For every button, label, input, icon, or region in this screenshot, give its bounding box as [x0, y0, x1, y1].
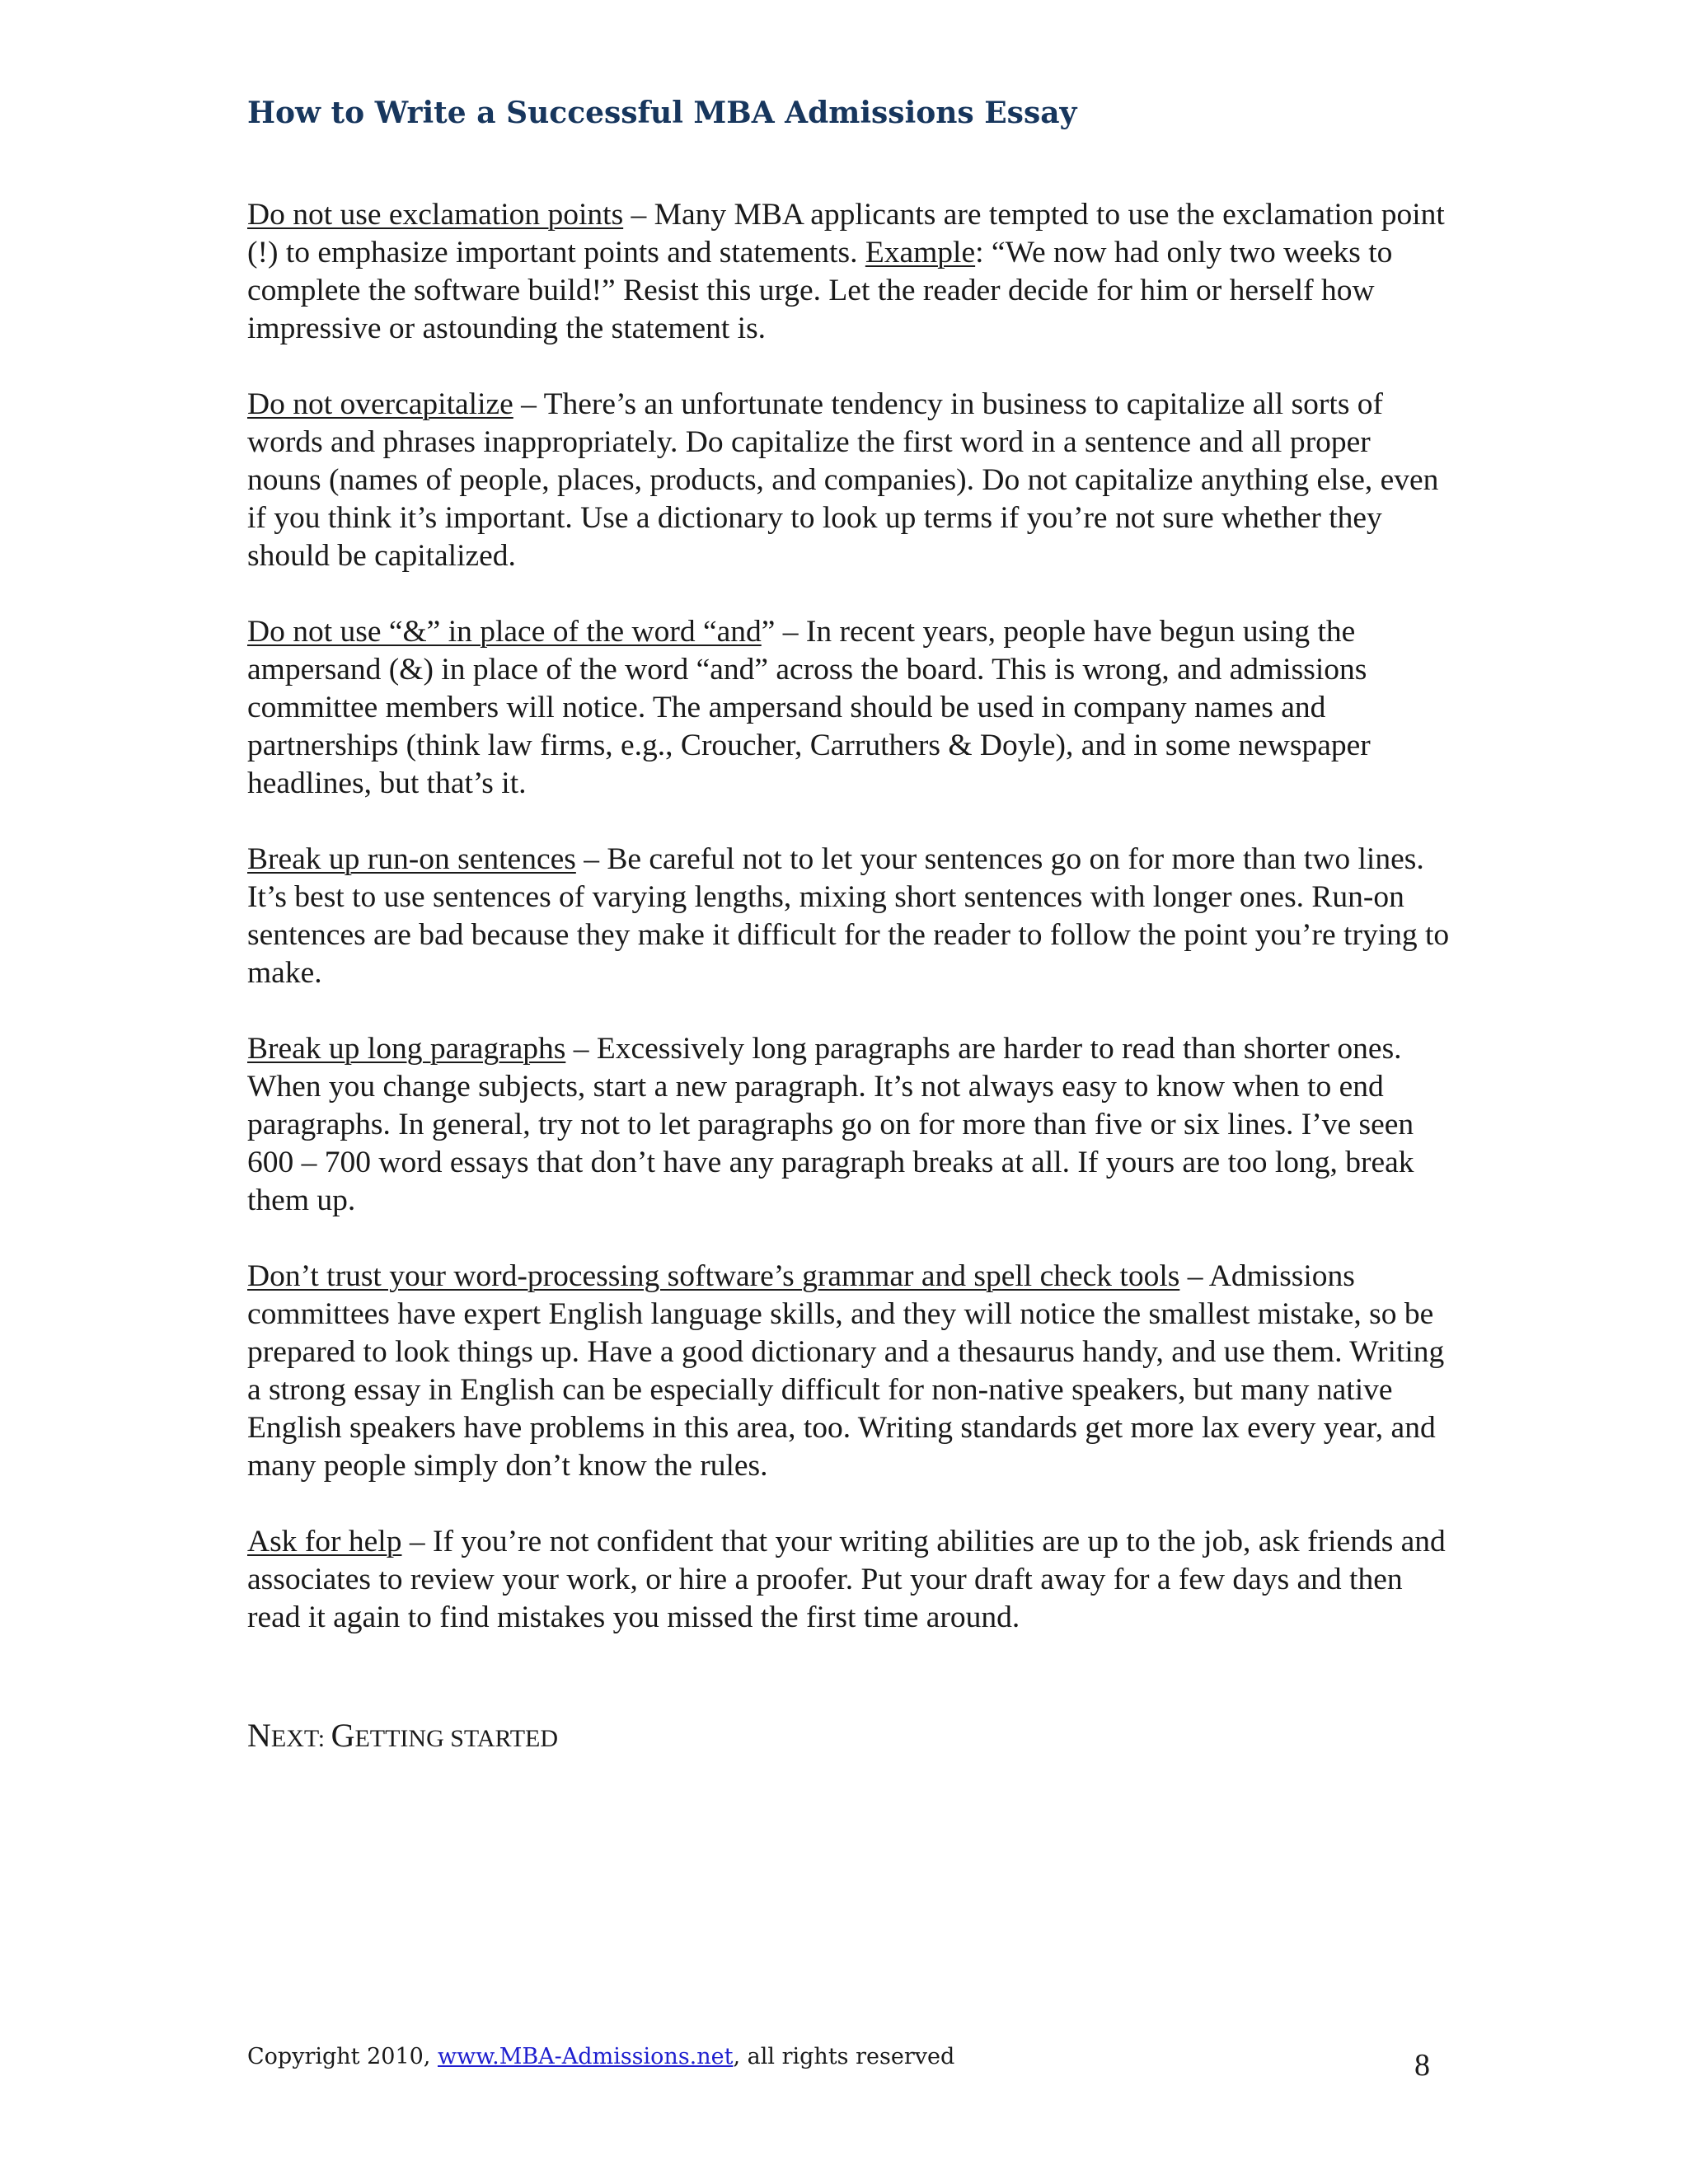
next-separator: : — [317, 1725, 331, 1752]
paragraph-exclamation-points — [247, 196, 1451, 348]
paragraph-ask-for-help — [247, 1523, 1451, 1637]
paragraph-run-on-sentences — [247, 841, 1451, 992]
paragraph-ampersand — [247, 613, 1451, 803]
footer-prefix: Copyright 2010, — [247, 2044, 438, 2069]
next-section-link — [247, 1716, 558, 1755]
paragraph-text: : “We now had only two weeks to complete the software build!” Resist this urge. Let the reader decide for him or herself how impressive or astounding the statement is. — [247, 236, 1393, 345]
paragraph-heading: Ask for help — [247, 1525, 402, 1558]
paragraph-text: – If you’re not confident that your writing abilities are up to the job, ask friends and associates to review your work, or hire a proofer. Put your draft away for a few days and then read it again to find mistakes you missed the first time around. — [247, 1525, 1446, 1634]
footer-suffix: , all rights reserved — [733, 2044, 955, 2069]
next-small-caps: ETTING STARTED — [354, 1725, 559, 1752]
paragraph-heading: Do not use exclamation points — [247, 198, 624, 232]
paragraph-text: ” – In recent years, people have begun using the ampersand (&) in place of the word “and” across the board. This is wrong, and admissions committee members will notice. The ampersand should be used in company names and partnerships (think law firms, e.g., Croucher, Carruthers & Doyle), and in some newspaper headlines, but that’s it. — [247, 615, 1371, 800]
paragraph-text: – Be careful not to let your sentences go on for more than two lines. It’s best to use sentences of varying lengths, mixing short sentences with longer ones. Run-on sentences are bad because they make it difficult for the reader to follow the point you’re trying to make. — [247, 842, 1450, 990]
paragraph-long-paragraphs — [247, 1030, 1451, 1220]
footer-copyright — [247, 2044, 954, 2069]
paragraph-text: – Excessively long paragraphs are harder to read than shorter ones. When you change subjects, start a new paragraph. It’s not always easy to know when to end paragraphs. In general, try not to let paragraphs go on for more than five or six lines. I’ve seen 600 – 700 word essays that don’t have any paragraph breaks at all. If yours are too long, break them up. — [247, 1032, 1414, 1217]
paragraph-heading: Break up run-on sentences — [247, 842, 576, 876]
document-body — [247, 196, 1451, 1637]
footer-website-link[interactable]: www.MBA-Admissions.net — [437, 2044, 734, 2069]
next-small-caps: EXT — [270, 1725, 318, 1752]
page-number: 8 — [1414, 2048, 1430, 2083]
paragraph-spell-check — [247, 1258, 1451, 1485]
paragraph-text: – There’s an unfortunate tendency in business to capitalize all sorts of words and phrases inappropriately. Do capitalize the first word in a sentence and all proper nouns (names of people, places, products, and companies). Do not capitalize anything else, even if you think it’s important. Use a dictionary to look up terms if you’re not sure whether they should be capitalized. — [247, 387, 1439, 573]
example-label: Example — [865, 236, 976, 269]
paragraph-text: – Many MBA applicants are tempted to use the exclamation point (!) to emphasize important points and statements. — [247, 198, 1445, 269]
paragraph-heading: Don’t trust your word-processing software’s grammar and spell check tools — [247, 1259, 1180, 1293]
running-header-title: How to Write a Successful MBA Admissions Essay — [247, 96, 1077, 130]
paragraph-heading: Break up long paragraphs — [247, 1032, 566, 1066]
paragraph-overcapitalize — [247, 386, 1451, 575]
paragraph-heading: Do not overcapitalize — [247, 387, 513, 421]
paragraph-text: – Admissions committees have expert English language skills, and they will notice the smallest mistake, so be prepared to look things up. Have a good dictionary and a thesaurus handy, and use them. Writing a strong essay in English can be especially difficult for non-native speakers, but many native English speakers have problems in this area, too. Writing standards get more lax every year, and many people simply don’t know the rules. — [247, 1259, 1445, 1483]
next-cap-letter: G — [331, 1717, 355, 1754]
paragraph-heading: Do not use “&” in place of the word “and — [247, 615, 762, 649]
next-cap-letter: N — [247, 1717, 271, 1754]
